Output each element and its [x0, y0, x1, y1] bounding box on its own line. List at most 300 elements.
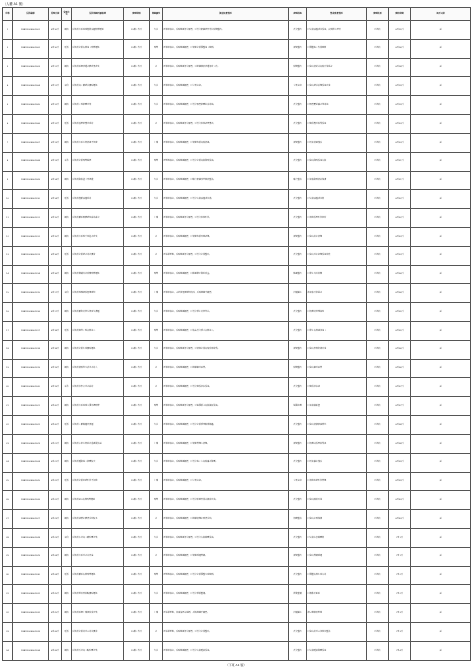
- table-cell: 6月23日: [389, 227, 411, 246]
- table-cell: 清理整治: [289, 510, 307, 529]
- table-cell: 6月17日: [49, 303, 62, 322]
- table-cell: 15個工作日: [124, 152, 150, 171]
- table-cell: 責令整改: [289, 190, 307, 209]
- table-cell: 反映某石材加工點粉塵污染: [72, 641, 124, 660]
- table-cell: 土壤: [150, 284, 163, 303]
- table-cell: 已完成截污納管: [307, 359, 367, 378]
- table-cell: 網絡: [62, 453, 72, 472]
- table-cell: 反映某建筑工地夜間施工: [72, 322, 124, 341]
- table-cell: 經現場核查，反映問題屬實，已責令安裝噴淋設施。: [163, 641, 289, 660]
- table-cell: 已辦結: [367, 491, 389, 510]
- table-cell: 6月24日: [389, 284, 411, 303]
- table-cell: 是: [411, 246, 471, 265]
- table-row: [3, 397, 471, 416]
- table-cell: D3BX2024061028: [13, 528, 49, 547]
- table-cell: 來信: [62, 528, 72, 547]
- table-cell: 網絡: [62, 604, 72, 623]
- table-cell: 已清理焚燒殘留物: [307, 303, 367, 322]
- table-cell: 6月14日: [49, 190, 62, 209]
- table-cell: 是: [411, 227, 471, 246]
- table-cell: 15個工作日: [124, 96, 150, 115]
- table-cell: 是: [411, 416, 471, 435]
- table-cell: 來信: [62, 77, 72, 96]
- table-cell: 噪聲: [150, 397, 163, 416]
- table-cell: 7: [3, 133, 13, 152]
- table-cell: 已完成管網疏通: [307, 547, 367, 566]
- table-cell: 13: [3, 246, 13, 265]
- table-cell: D3BX2024061004: [13, 77, 49, 96]
- table-cell: 15個工作日: [124, 340, 150, 359]
- table-row: [3, 378, 471, 397]
- table-cell: 已辦結: [367, 77, 389, 96]
- table-cell: 15個工作日: [124, 133, 150, 152]
- table-cell: 限期整改: [289, 359, 307, 378]
- table-cell: 反映某小區污水井冒溢: [72, 547, 124, 566]
- table-cell: 大氣: [150, 528, 163, 547]
- table-cell: 已辦結: [367, 265, 389, 284]
- table-cell: 限期整改: [289, 58, 307, 77]
- table-cell: 27: [3, 510, 13, 529]
- table-cell: 是: [411, 77, 471, 96]
- table-row: [3, 623, 471, 642]
- table-row: [3, 510, 471, 529]
- table-cell: 網絡: [62, 96, 72, 115]
- table-cell: 經現場核查，反映問題屬實，已責令停業整頓。: [163, 585, 289, 604]
- column-header: 問題屬性: [150, 8, 163, 21]
- table-cell: D3BX2024061005: [13, 96, 49, 115]
- table-cell: 是: [411, 265, 471, 284]
- table-cell: 19: [3, 359, 13, 378]
- table-cell: 15個工作日: [124, 528, 150, 547]
- table-cell: 責令整改: [289, 303, 307, 322]
- table-cell: 已辦結: [367, 416, 389, 435]
- table-cell: 15個工作日: [124, 190, 150, 209]
- table-cell: 是: [411, 641, 471, 660]
- table-cell: 責令整改: [289, 152, 307, 171]
- table-cell: 經現場核查，反映問題屬實，已勸導商戶降低音量。: [163, 265, 289, 284]
- table-cell: 6月21日: [389, 152, 411, 171]
- table-cell: 17: [3, 322, 13, 341]
- table-cell: 大氣: [150, 190, 163, 209]
- table-cell: 責令整改: [289, 378, 307, 397]
- table-cell: 20: [3, 378, 13, 397]
- table-cell: 網絡: [62, 227, 72, 246]
- column-header: 整改落實情況: [307, 8, 367, 21]
- table-cell: 6月12日: [49, 96, 62, 115]
- table-cell: 15: [3, 284, 13, 303]
- table-cell: 網絡: [62, 641, 72, 660]
- table-cell: 已辦結: [367, 133, 389, 152]
- table-cell: 7月2日: [389, 566, 411, 585]
- table-cell: 反映某企業排污口排放異常: [72, 623, 124, 642]
- table-cell: 電話: [62, 246, 72, 265]
- table-cell: 已辦結: [367, 397, 389, 416]
- table-cell: 15個工作日: [124, 416, 150, 435]
- table-cell: 6月22日: [49, 491, 62, 510]
- table-cell: 大氣: [150, 303, 163, 322]
- table-cell: 已辦結: [367, 284, 389, 303]
- table-cell: 電話: [62, 623, 72, 642]
- table-cell: 責令整改: [289, 416, 307, 435]
- table-cell: 經現場核查，反映問題屬實，已督促企業調整施工時間。: [163, 39, 289, 58]
- table-cell: D3BX2024061017: [13, 322, 49, 341]
- table-row: [3, 133, 471, 152]
- table-cell: 網絡: [62, 434, 72, 453]
- table-cell: 7月3日: [389, 623, 411, 642]
- table-cell: 6月19日: [389, 96, 411, 115]
- table-cell: 督促整改: [289, 133, 307, 152]
- table-cell: 網絡: [62, 585, 72, 604]
- table-cell: 6月15日: [49, 227, 62, 246]
- table-cell: 反映某區域土壤疑似受污染: [72, 604, 124, 623]
- table-cell: 責令整改: [289, 96, 307, 115]
- table-cell: D3BX2024061015: [13, 284, 49, 303]
- petition-table: [2, 7, 471, 661]
- table-cell: 7月4日: [389, 641, 411, 660]
- table-cell: 是: [411, 284, 471, 303]
- column-header: 是否公開: [411, 8, 471, 21]
- table-cell: 6月27日: [389, 397, 411, 416]
- table-cell: 已辦結: [367, 623, 389, 642]
- table-cell: 15個工作日: [124, 472, 150, 491]
- table-cell: 經監測核查，反映問題屬實，已責令企業加裝降噪設施。: [163, 152, 289, 171]
- table-cell: 水: [150, 359, 163, 378]
- table-cell: 反映某餐館油煙直排: [72, 190, 124, 209]
- table-cell: 15個工作日: [124, 397, 150, 416]
- table-cell: D3BX2024061002: [13, 39, 49, 58]
- table-cell: 已辦結: [367, 453, 389, 472]
- table-cell: 6月25日: [389, 303, 411, 322]
- table-cell: 經現場核查，未發現填埋廢物情況，反映問題不屬實。: [163, 284, 289, 303]
- table-cell: 水: [150, 547, 163, 566]
- table-cell: 責令整改: [289, 641, 307, 660]
- table-cell: 停業整頓: [289, 585, 307, 604]
- table-cell: 反映某小區垃圾清運不及時: [72, 133, 124, 152]
- table-cell: 6月13日: [49, 133, 62, 152]
- table-cell: 經現場核查，反映問題屬實，已責令停止焚燒行為。: [163, 303, 289, 322]
- table-cell: D3BX2024061014: [13, 265, 49, 284]
- table-cell: 反映某塑料回收點異味擾民: [72, 585, 124, 604]
- table-cell: 大氣: [150, 340, 163, 359]
- table-cell: 已完成水面保潔: [307, 510, 367, 529]
- table-cell: 水: [150, 115, 163, 134]
- table-cell: 25: [3, 472, 13, 491]
- table-cell: 6月14日: [49, 171, 62, 190]
- table-cell: 5: [3, 96, 13, 115]
- table-cell: 6月15日: [389, 21, 411, 40]
- table-cell: 反映某小區地下室積水發臭: [72, 227, 124, 246]
- table-cell: 反映某廠房焚燒垃圾產生濃煙: [72, 303, 124, 322]
- table-row: [3, 115, 471, 134]
- table-cell: 15個工作日: [124, 510, 150, 529]
- table-cell: 已辦結: [367, 209, 389, 228]
- table-cell: 是: [411, 115, 471, 134]
- table-cell: 28: [3, 528, 13, 547]
- table-cell: 已完成車間密閉改造: [307, 340, 367, 359]
- table-cell: 是: [411, 21, 471, 40]
- table-cell: 6月26日: [389, 340, 411, 359]
- table-cell: 6月16日: [49, 265, 62, 284]
- column-header: 序號: [3, 8, 13, 21]
- table-cell: D3BX2024061032: [13, 604, 49, 623]
- table-cell: 立案查處: [289, 472, 307, 491]
- table-cell: 已安裝布袋除塵器: [307, 528, 367, 547]
- table-cell: 電話: [62, 566, 72, 585]
- table-cell: 12: [3, 227, 13, 246]
- table-cell: 15個工作日: [124, 585, 150, 604]
- table-cell: 反映某溝渠有生活污水排入: [72, 359, 124, 378]
- table-cell: 是: [411, 209, 471, 228]
- table-cell: 網絡: [62, 171, 72, 190]
- table-cell: 已安裝油煙凈化器: [307, 190, 367, 209]
- table-cell: D3BX2024061010: [13, 190, 49, 209]
- table-cell: 是: [411, 322, 471, 341]
- table-cell: 6月18日: [49, 340, 62, 359]
- table-cell: 經采樣監測，各項指標未超標，反映問題不屬實。: [163, 604, 289, 623]
- table-cell: 6月17日: [49, 284, 62, 303]
- table-cell: 反映某工廠鍋爐冒黑煙: [72, 416, 124, 435]
- table-cell: 已完成降噪設施安裝: [307, 152, 367, 171]
- table-cell: 來信: [62, 284, 72, 303]
- table-row: [3, 21, 471, 40]
- table-cell: 15個工作日: [124, 623, 150, 642]
- table-cell: 經現場核查，反映問題屬實，已組織截污納管。: [163, 359, 289, 378]
- table-cell: 大氣: [150, 96, 163, 115]
- table-cell: 已安裝噴淋降塵設施: [307, 641, 367, 660]
- table-cell: 4: [3, 77, 13, 96]
- table-cell: 已調整夜間生產安排: [307, 566, 367, 585]
- table-cell: 反映某工地揚塵污染: [72, 96, 124, 115]
- table-cell: 6: [3, 115, 13, 134]
- table-cell: 6月16日: [49, 246, 62, 265]
- table-cell: 反映某廠區固體廢物亂堆亂放: [72, 209, 124, 228]
- column-header: 信訪編號: [13, 8, 49, 21]
- table-row: [3, 265, 471, 284]
- table-cell: 責令整改: [289, 491, 307, 510]
- table-cell: 6月20日: [389, 133, 411, 152]
- table-cell: 反映某企業夜間施工噪聲擾民: [72, 39, 124, 58]
- table-cell: 是: [411, 340, 471, 359]
- table-cell: 經現場核查，反映問題部分屬實，已責令規范處置糞污。: [163, 115, 289, 134]
- table-cell: 是: [411, 397, 471, 416]
- table-cell: 6月19日: [49, 378, 62, 397]
- table-cell: 2: [3, 39, 13, 58]
- table-cell: D3BX2024061024: [13, 453, 49, 472]
- table-cell: 噪聲: [150, 491, 163, 510]
- table-cell: 水: [150, 378, 163, 397]
- table-cell: 已辦結: [367, 303, 389, 322]
- table-cell: 電話: [62, 322, 72, 341]
- table-cell: 經現場核查，反映問題屬實，已責令企業停用燃煤鍋爐。: [163, 416, 289, 435]
- table-row: [3, 227, 471, 246]
- table-cell: 是: [411, 171, 471, 190]
- table-cell: 6月21日: [49, 453, 62, 472]
- table-cell: 將加強日常巡查: [307, 284, 367, 303]
- table-cell: 反映某養殖場糞污直排: [72, 115, 124, 134]
- table-cell: 15個工作日: [124, 39, 150, 58]
- table-cell: 反映某企業廢水排放異常: [72, 246, 124, 265]
- table-cell: 已辦結: [367, 58, 389, 77]
- table-cell: 6月22日: [49, 472, 62, 491]
- table-cell: 6月25日: [389, 322, 411, 341]
- table-cell: 已增加灑水頻次: [307, 453, 367, 472]
- table-cell: 經現場核查，反映問題部分屬實，已督促企業加強密閉收集。: [163, 340, 289, 359]
- table-row: [3, 434, 471, 453]
- table-cell: D3BX2024061029: [13, 547, 49, 566]
- table-cell: 18: [3, 340, 13, 359]
- table-cell: 已建設沉淀池: [307, 378, 367, 397]
- table-cell: 網絡: [62, 510, 72, 529]
- table-cell: 14: [3, 265, 13, 284]
- table-cell: 6月26日: [49, 641, 62, 660]
- table-cell: 8: [3, 152, 13, 171]
- table-cell: 噪聲: [150, 265, 163, 284]
- table-cell: 是: [411, 528, 471, 547]
- table-cell: 32: [3, 604, 13, 623]
- table-cell: 是: [411, 39, 471, 58]
- table-cell: 已辦結: [367, 340, 389, 359]
- table-cell: 反映某洗車店污水亂排: [72, 378, 124, 397]
- table-cell: 已辦結: [367, 322, 389, 341]
- table-cell: D3BX2024061031: [13, 585, 49, 604]
- table-cell: 經監測核查，反映問題屬實，已責令企業調整生產時間。: [163, 566, 289, 585]
- column-header: 受理日期: [49, 8, 62, 21]
- table-cell: 大氣: [150, 641, 163, 660]
- table-cell: 電話: [62, 416, 72, 435]
- table-cell: 土壤: [150, 434, 163, 453]
- table-row: [3, 547, 471, 566]
- table-cell: 責令整改: [289, 566, 307, 585]
- table-cell: 6月23日: [49, 510, 62, 529]
- table-cell: 6月28日: [389, 416, 411, 435]
- table-cell: 已辦結: [367, 21, 389, 40]
- table-cell: 已落實覆蓋灑水等措施: [307, 96, 367, 115]
- table-cell: 責令整改: [289, 322, 307, 341]
- table-cell: 經采樣監測，反映問題部分屬實，已責令企業整改。: [163, 246, 289, 265]
- table-cell: 已完成排水清理: [307, 227, 367, 246]
- table-row: [3, 359, 471, 378]
- table-cell: 6月11日: [49, 77, 62, 96]
- table-cell: 15個工作日: [124, 246, 150, 265]
- table-row: [3, 246, 471, 265]
- table-cell: D3BX2024061006: [13, 115, 49, 134]
- table-cell: 網絡: [62, 265, 72, 284]
- table-cell: 大氣: [150, 21, 163, 40]
- table-cell: 已增加清運頻次: [307, 133, 367, 152]
- table-cell: 6月20日: [49, 397, 62, 416]
- table-cell: 10: [3, 190, 13, 209]
- table-cell: 反映某加工廠廢氣異味擾民: [72, 77, 124, 96]
- table-cell: 是: [411, 585, 471, 604]
- table-cell: 已辦結: [367, 434, 389, 453]
- column-header: 信訪問題所屬領域: [72, 8, 124, 21]
- table-row: [3, 322, 471, 341]
- table-cell: 經現場核查，反映問題屬實，已聯合相關部門開展整治。: [163, 171, 289, 190]
- table-cell: 已辦結: [367, 39, 389, 58]
- table-cell: 6月20日: [389, 115, 411, 134]
- table-cell: 大氣: [150, 453, 163, 472]
- table-cell: 土壤: [150, 133, 163, 152]
- table-cell: 已辦結: [367, 246, 389, 265]
- table-cell: 6月16日: [389, 39, 411, 58]
- table-cell: 反映某廠區夜間噪聲擾民: [72, 566, 124, 585]
- table-cell: 是: [411, 491, 471, 510]
- table-cell: 網絡: [62, 58, 72, 77]
- document-corner-label: （人權 A1 號）: [3, 2, 26, 6]
- table-cell: 立案查處: [289, 77, 307, 96]
- table-cell: 15個工作日: [124, 58, 150, 77]
- table-cell: 大氣: [150, 77, 163, 96]
- table-cell: 6月10日: [49, 39, 62, 58]
- table-cell: 已規范設置貯存場所: [307, 209, 367, 228]
- table-row: [3, 96, 471, 115]
- table-cell: 噪聲: [150, 566, 163, 585]
- table-cell: 6月22日: [389, 190, 411, 209]
- table-cell: 15個工作日: [124, 491, 150, 510]
- table-cell: 22: [3, 416, 13, 435]
- table-cell: 是: [411, 190, 471, 209]
- table-cell: 責令整改: [289, 246, 307, 265]
- table-cell: 經現場核查，反映問題屬實，已立案查處。: [163, 472, 289, 491]
- table-row: [3, 566, 471, 585]
- table-cell: 已加強路面清掃保潔: [307, 171, 367, 190]
- table-cell: 9: [3, 171, 13, 190]
- table-cell: 反映某區域河道水體發黑發臭: [72, 58, 124, 77]
- table-cell: 網絡: [62, 397, 72, 416]
- table-cell: 已辦結: [367, 152, 389, 171]
- table-cell: 反映某地塊疑似填埋廢物: [72, 284, 124, 303]
- table-cell: 噪聲: [150, 39, 163, 58]
- table-cell: 6月21日: [389, 171, 411, 190]
- table-cell: 經現場核查，反映問題屬實，已責令建設沉淀設施。: [163, 378, 289, 397]
- table-cell: 電話: [62, 39, 72, 58]
- table-cell: 已加裝減振墊: [307, 397, 367, 416]
- table-cell: D3BX2024061001: [13, 21, 49, 40]
- table-cell: 6月28日: [389, 434, 411, 453]
- table-cell: 是: [411, 604, 471, 623]
- table-cell: 已辦結: [367, 641, 389, 660]
- table-cell: 已辦結: [367, 547, 389, 566]
- table-row: [3, 528, 471, 547]
- table-cell: D3BX2024061018: [13, 340, 49, 359]
- table-cell: 噪聲: [150, 152, 163, 171]
- table-cell: 15個工作日: [124, 453, 150, 472]
- table-cell: 反映某路段渣土車遺撒: [72, 171, 124, 190]
- table-cell: 督促整改: [289, 39, 307, 58]
- table-cell: 24: [3, 453, 13, 472]
- table-cell: 反映某木材加工廠粉塵污染: [72, 528, 124, 547]
- table-cell: 已完成排污口規范化整治: [307, 623, 367, 642]
- table-cell: 已辦結: [367, 604, 389, 623]
- table-cell: 經現場核查，反映問題部分屬實，已協調業主加裝減振設施。: [163, 397, 289, 416]
- table-cell: 反映某企業噪聲超標: [72, 152, 124, 171]
- table-cell: 15個工作日: [124, 284, 150, 303]
- table-cell: 是: [411, 547, 471, 566]
- table-row: [3, 340, 471, 359]
- table-cell: 已規范危廢貯存管理: [307, 472, 367, 491]
- table-cell: 6月18日: [389, 58, 411, 77]
- column-header: 辦結時間: [389, 8, 411, 21]
- table-cell: 已完成廢氣治理設施改造: [307, 77, 367, 96]
- table-cell: 11: [3, 209, 13, 228]
- table-cell: 經現場核查，反映問題屬實，已責令安裝油煙凈化器。: [163, 190, 289, 209]
- table-cell: 已停止外放音響: [307, 265, 367, 284]
- table-cell: 水: [150, 510, 163, 529]
- table-cell: 協調處理: [289, 397, 307, 416]
- table-cell: 15個工作日: [124, 566, 150, 585]
- table-cell: 1: [3, 21, 13, 40]
- table-cell: 6月24日: [49, 566, 62, 585]
